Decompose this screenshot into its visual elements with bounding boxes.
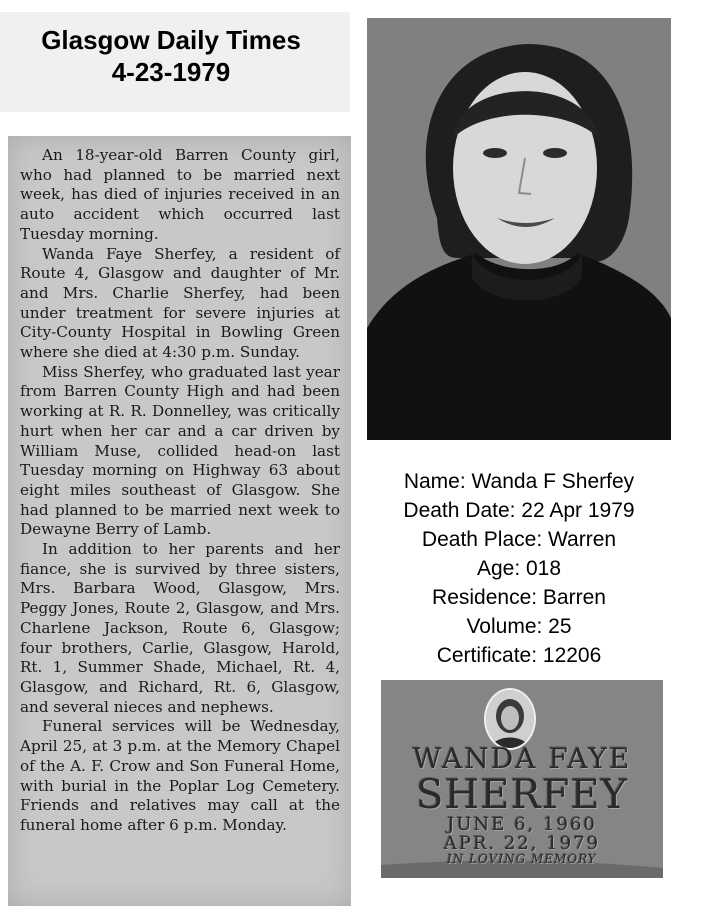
headstone-birth-date: JUNE 6, 1960 — [447, 814, 597, 835]
record-volume: Volume: 25 — [466, 615, 572, 638]
article-paragraph: In addition to her parents and her fiance, she is survived by three sisters, Mrs. Barbara Wood, Glasgow, Mrs. Peggy Jones, Route 2, Glasgow, and Mrs. Charlene Jackson, Route 6, Glasgow; four brothers, Carlie, Glasgow, Harold, Rt. 1, Summer Shade, Michael, Rt. 4, Glasgow, and Richard, Rt. 6, Glasgow, and several nieces and nephews. — [20, 540, 340, 716]
masthead — [8, 24, 334, 88]
headstone-first-names: WANDA FAYE — [412, 742, 632, 775]
newspaper-name: Glasgow Daily Times — [41, 25, 301, 55]
portrait-illustration — [367, 18, 671, 440]
record-name: Name: Wanda F Sherfey — [403, 470, 635, 493]
headstone-portrait-medallion — [484, 688, 536, 750]
article-paragraph: Miss Sherfey, who graduated last year from Barren County High and had been working at R. R. Donnelley, was critically hurt when her car and a car driven by William Muse, collided head-on last Tuesday morning on Highway 63 about eight miles southeast of Glasgow. She had planned to be married next week to Dewayne Berry of Lamb. — [20, 362, 340, 539]
newspaper-date: 4-23-1979 — [111, 57, 231, 87]
headstone-epitaph: IN LOVING MEMORY — [447, 852, 597, 866]
article-paragraph: Funeral services will be Wednesday, April 25, at 3 p.m. at the Memory Chapel of the A. F. Crow and Son Funeral Home, with burial in the Poplar Log Cemetery. Friends and relatives may call at the funeral home after 6 p.m. Monday. — [20, 717, 340, 834]
article-paragraph: Wanda Faye Sherfey, a resident of Route 4, Glasgow and daughter of Mr. and Mrs. Charlie Sherfey, had been under treatment for severe injuries at City-County Hospital in Bowling Green where she died at 4:30 p.m. Sunday. — [20, 244, 340, 362]
medallion-portrait-icon — [486, 690, 534, 748]
headstone-photo — [381, 680, 663, 878]
record-residence: Residence: Barren — [432, 586, 606, 609]
headstone-surname: SHERFEY — [416, 772, 628, 818]
headstone-death-date: APR. 22, 1979 — [443, 833, 601, 854]
obituary-clipping — [8, 136, 351, 906]
article-paragraph: An 18-year-old Barren County girl, who had planned to be married next week, has died of injuries received in an auto accident which occurred last Tuesday morning. — [20, 146, 340, 243]
portrait-photo — [367, 18, 671, 440]
record-age: Age: 018 — [476, 557, 562, 580]
death-record — [364, 467, 674, 670]
obituary-article — [20, 146, 340, 836]
record-death-place: Death Place: Warren — [421, 528, 617, 551]
record-certificate: Certificate: 12206 — [436, 644, 602, 667]
record-death-date: Death Date: 22 Apr 1979 — [403, 499, 635, 522]
